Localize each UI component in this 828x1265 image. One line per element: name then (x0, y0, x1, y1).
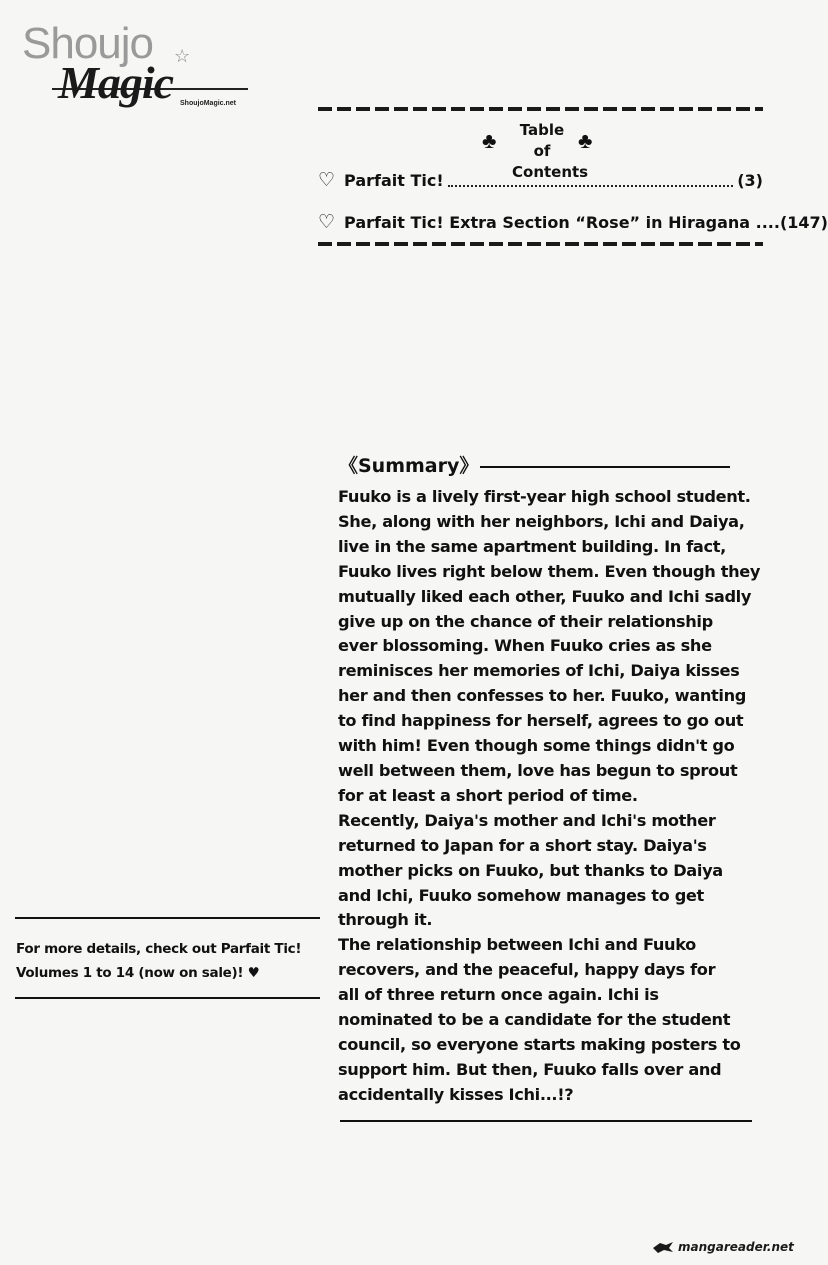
heart-outline-icon: ♡ (318, 211, 336, 233)
summary-line: returned to Japan for a short stay. Daiya's (338, 835, 707, 855)
summary-line: give up on the chance of their relationship (338, 611, 713, 631)
toc-entry-title: Parfait Tic! Extra Section “Rose” in Hiragana .... (344, 212, 780, 232)
watermark-text: mangareader.net (678, 1240, 794, 1254)
ninja-icon (652, 1240, 674, 1254)
summary-heading-rule (480, 466, 730, 468)
summary-line: reminisces her memories of Ichi, Daiya kisses (338, 661, 740, 681)
toc-entry (318, 209, 828, 235)
summary-line: and Ichi, Fuuko somehow manages to get (338, 885, 704, 905)
toc-top-border (318, 107, 763, 111)
heart-outline-icon: ♡ (318, 169, 336, 191)
toc-header (482, 120, 602, 181)
note-line: For more details, check out Parfait Tic! (16, 941, 302, 957)
note-bottom-rule (15, 997, 320, 999)
summary-line: well between them, love has begun to sprout (338, 760, 738, 780)
note-line: Volumes 1 to 14 (now on sale)! ♥ (16, 965, 260, 981)
note-top-rule (15, 917, 320, 919)
summary-line: to find happiness for herself, agrees to go out (338, 711, 744, 731)
summary-line: council, so everyone starts making posters to (338, 1034, 741, 1054)
toc-bottom-border (318, 242, 763, 246)
logo-url: ShoujoMagic.net (180, 100, 236, 107)
toc-leader-dots (448, 173, 734, 187)
summary-line: The relationship between Ichi and Fuuko (338, 935, 696, 955)
summary-line: mother picks on Fuuko, but thanks to Daiya (338, 860, 723, 880)
summary-line: Recently, Daiya's mother and Ichi's mother (338, 810, 716, 830)
toc-title-line2: Contents (512, 163, 589, 181)
summary-line: nominated to be a candidate for the student (338, 1010, 731, 1030)
toc-entry-page: (147) (779, 212, 828, 232)
summary-line: ever blossoming. When Fuuko cries as she (338, 636, 712, 656)
summary-line: through it. (338, 910, 433, 930)
club-icon: ♣ (578, 128, 593, 153)
watermark (652, 1240, 794, 1254)
toc-entry (318, 167, 763, 193)
summary-line: support him. But then, Fuuko falls over and (338, 1059, 722, 1079)
toc-entry-title: Parfait Tic! (344, 170, 444, 190)
summary-line: Fuuko is a lively first-year high school student. (338, 487, 751, 506)
summary-line: live in the same apartment building. In fact, (338, 536, 726, 556)
summary-line: accidentally kisses Ichi...!? (338, 1084, 574, 1104)
summary-line: recovers, and the peaceful, happy days for (338, 960, 716, 980)
shoujo-magic-logo (22, 19, 247, 108)
toc-entry-page: (3) (737, 170, 763, 190)
star-icon: ☆ (174, 46, 191, 66)
logo-line1: Shoujo (22, 19, 154, 68)
summary-line: Fuuko lives right below them. Even though they (338, 561, 761, 581)
toc-title-line1: Table of (519, 121, 565, 160)
summary-line: She, along with her neighbors, Ichi and Daiya, (338, 511, 745, 531)
logo-line2: Magic (58, 57, 174, 108)
summary-line: mutually liked each other, Fuuko and Ichi sadly (338, 586, 752, 606)
club-icon: ♣ (482, 128, 497, 153)
summary-line: her and then confesses to her. Fuuko, wanting (338, 686, 747, 706)
summary-heading: 《Summary》 (339, 455, 479, 477)
summary-line: for at least a short period of time. (338, 785, 638, 805)
summary-line: with him! Even though some things didn't go (338, 736, 735, 756)
summary-text (338, 485, 761, 1108)
volumes-note (16, 937, 316, 985)
summary-bottom-rule (340, 1120, 752, 1122)
summary-line: all of three return once again. Ichi is (338, 985, 659, 1005)
